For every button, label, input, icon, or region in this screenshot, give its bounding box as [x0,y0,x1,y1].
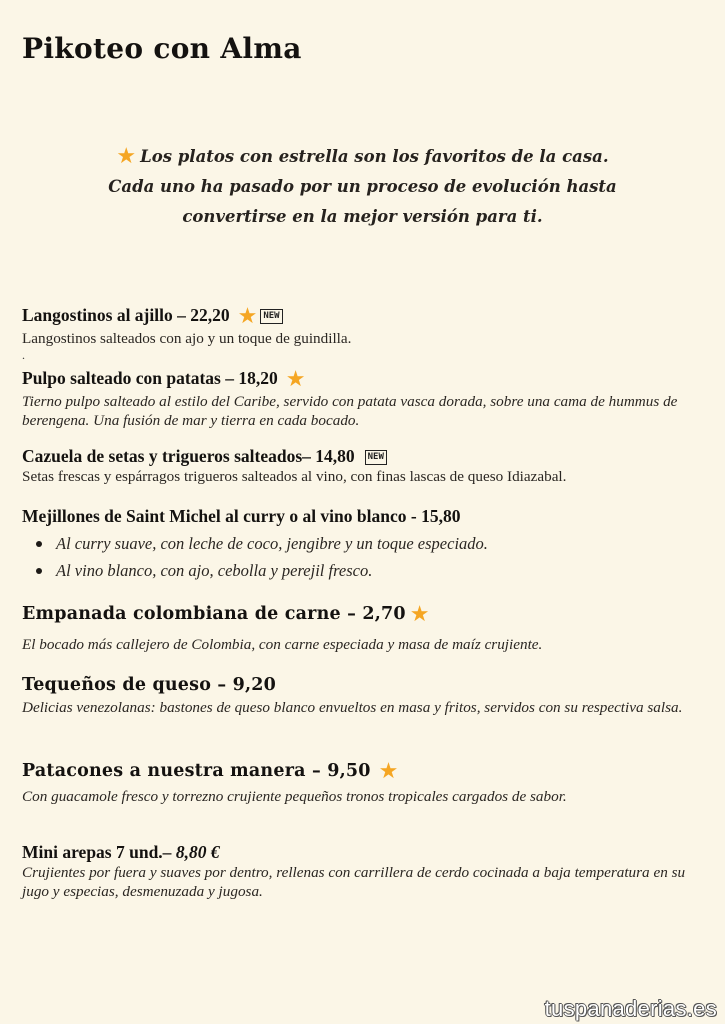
item-description: Setas frescas y espárragos trigueros salteados al vino, con finas lascas de queso Idiazabal. [22,468,567,485]
option-list [22,530,712,584]
intro-line-2: Cada uno ha pasado por un proceso de evolución hasta [108,177,617,196]
new-icon: NEW [260,309,282,324]
page-title: Pikoteo con Alma [22,32,302,65]
item-description: Con guacamole fresco y torrezno crujiente pequeños tronos tropicales cargados de sabor. [22,788,567,805]
item-name-text: Langostinos al ajillo – 22,20 [22,305,230,325]
menu-item-tequenos [22,675,712,717]
menu-item-cazuela [22,446,712,486]
star-icon: ★ [116,144,137,169]
menu-item-mini-arepas [22,842,712,901]
item-name [22,304,712,329]
stray-dot: . [22,348,25,362]
item-name [22,602,712,627]
watermark: tuspanaderias.es [544,996,717,1021]
intro-line-1 [0,142,725,172]
item-name [22,842,712,863]
menu-item-pulpo [22,367,712,430]
intro-line-3: convertirse en la mejor versión para ti. [182,207,543,226]
menu-item-langostinos [22,304,712,348]
list-item: Al vino blanco, con ajo, cebolla y perejil fresco. [22,557,712,584]
star-icon: ★ [237,304,258,329]
item-name-text: Patacones a nuestra manera – 9,50 [22,761,371,781]
item-name [22,446,712,467]
item-name [22,367,712,392]
new-icon: NEW [365,450,387,465]
item-description: Delicias venezolanas: bastones de queso blanco envueltos en masa y fritos, servidos con su respectiva salsa. [22,699,683,716]
item-name-text: Mini arepas 7 und.– [22,842,172,862]
star-icon: ★ [378,759,399,784]
star-icon: ★ [409,602,430,627]
item-name-text: Pulpo salteado con patatas – 18,20 [22,368,278,388]
list-item: Al curry suave, con leche de coco, jengibre y un toque especiado. [22,530,712,557]
item-name: Tequeños de queso – 9,20 [22,675,277,695]
item-description: Langostinos salteados con ajo y un toque de guindilla. [22,330,352,347]
menu-item-mejillones [22,506,712,584]
item-name-text: Empanada colombiana de carne – 2,70 [22,604,406,624]
intro-note [0,142,725,232]
item-name [22,759,712,784]
star-icon: ★ [285,367,306,392]
intro-text-1: Los platos con estrella son los favoritos de la casa. [140,147,609,166]
item-name: Mejillones de Saint Michel al curry o al vino blanco - 15,80 [22,506,461,526]
menu-item-empanada [22,602,712,654]
item-description: Crujientes por fuera y suaves por dentro, rellenas con carrillera de cerdo cocinada a baja temperatura en su jugo y especias, desmenuzada y jugosa. [22,864,686,900]
menu-item-patacones [22,759,712,806]
item-name-text: Cazuela de setas y trigueros salteados– 14,80 [22,446,355,466]
item-description: Tierno pulpo salteado al estilo del Caribe, servido con patata vasca dorada, sobre una cama de hummus de berengena. Una fusión de mar y tierra en cada bocado. [22,393,678,429]
item-price: 8,80 € [175,842,220,862]
item-description: El bocado más callejero de Colombia, con carne especiada y masa de maíz crujiente. [22,636,543,653]
